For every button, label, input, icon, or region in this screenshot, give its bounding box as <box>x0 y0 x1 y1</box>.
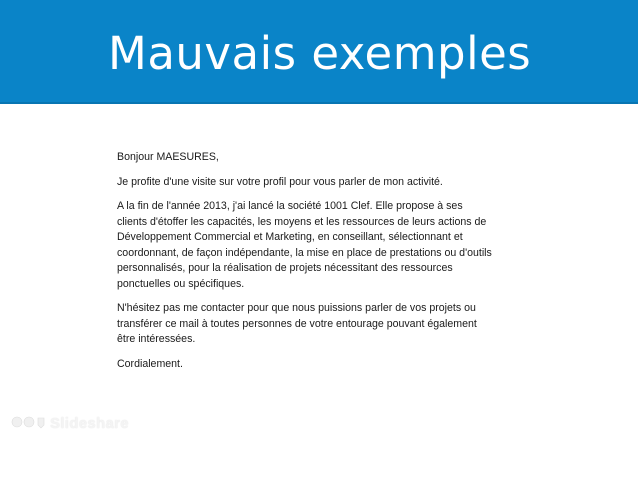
email-cta-paragraph <box>117 301 517 348</box>
email-cta-line: transférer ce mail à toutes personnes de votre entourage pouvant également <box>117 317 477 330</box>
email-body-paragraph <box>117 199 517 292</box>
email-body-line: A la fin de l'année 2013, j'ai lancé la société 1001 Clef. Elle propose à ses <box>117 200 463 212</box>
email-body-line: coordonnant, de façon indépendante, la mise en place de prestations ou d'outils <box>117 246 492 259</box>
slide-title: Mauvais exemples <box>108 27 532 80</box>
email-example <box>117 150 517 381</box>
email-intro: Je profite d'une visite sur votre profil pour vous parler de mon activité. <box>117 175 443 188</box>
email-cta-line: être intéressées. <box>117 333 196 345</box>
email-body-line: Développement Commercial et Marketing, en conseillant, sélectionnant et <box>117 231 463 243</box>
email-body-line: ponctuelles ou spécifiques. <box>117 277 245 290</box>
email-closing: Cordialement. <box>117 357 183 370</box>
slideshare-logo-icon <box>10 416 46 430</box>
email-body-line: clients d'étoffer les capacités, les moyens et les ressources de leurs actions de <box>117 215 487 228</box>
email-body-line: personnalisés, pour la réalisation de projets nécessitant des ressources <box>117 262 453 274</box>
slideshare-logo-text: Slideshare <box>50 414 129 432</box>
slideshare-watermark <box>10 412 129 434</box>
title-banner <box>0 0 638 104</box>
email-greeting: Bonjour MAESURES, <box>117 151 219 163</box>
email-cta-line: N'hésitez pas me contacter pour que nous puissions parler de vos projets ou <box>117 302 476 314</box>
